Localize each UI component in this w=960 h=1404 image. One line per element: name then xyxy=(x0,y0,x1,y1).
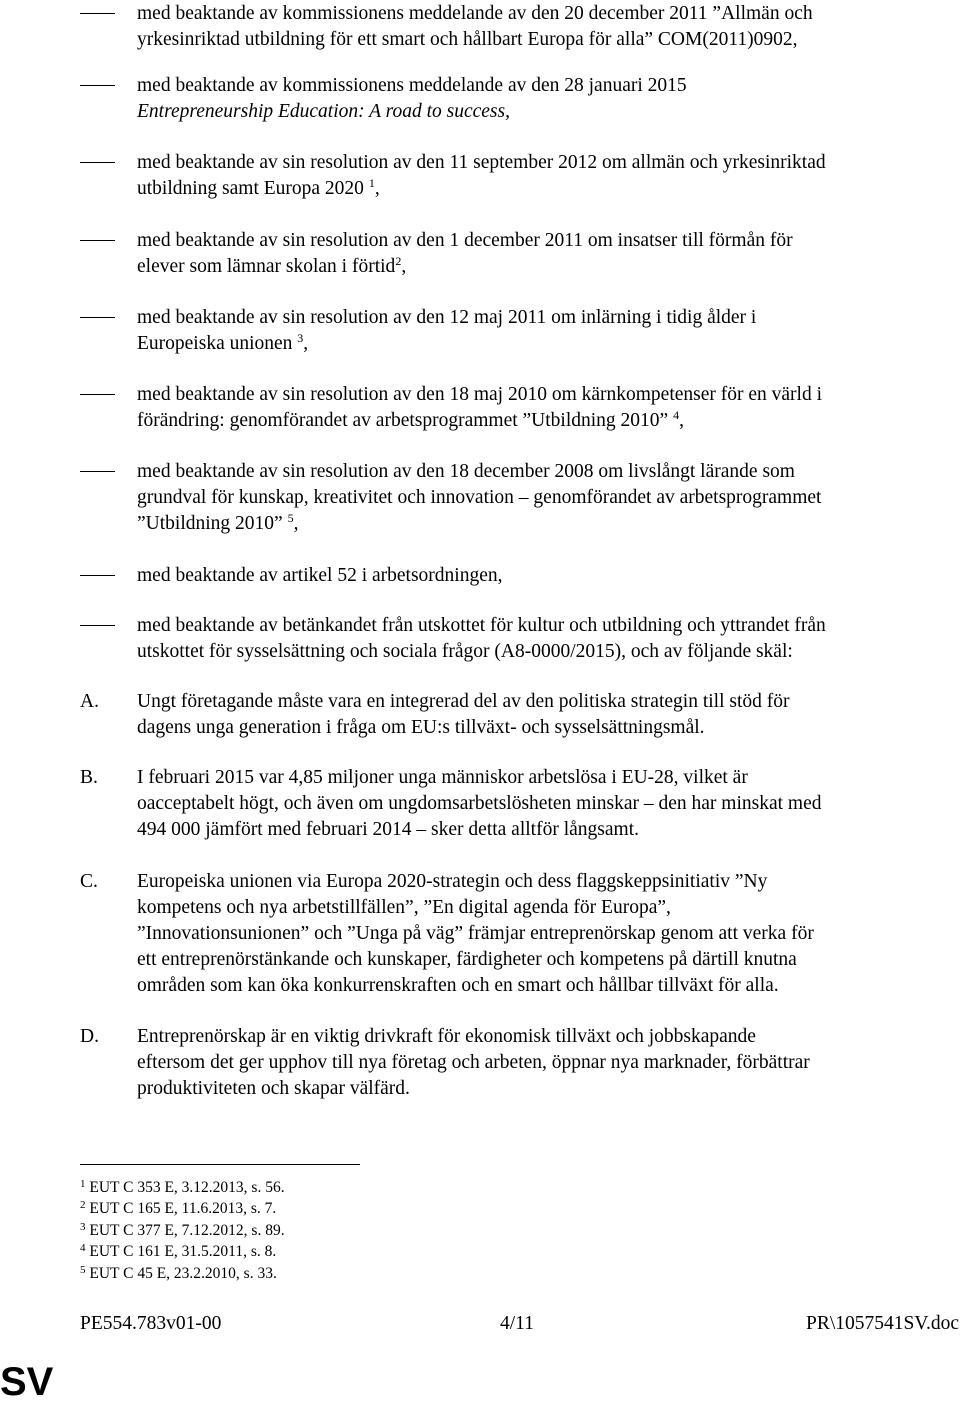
recital-text xyxy=(137,150,960,202)
text-line: Europeiska unionen xyxy=(137,333,293,354)
item-letter: B. xyxy=(80,767,98,788)
text-line: produktiviteten och skapar välfärd. xyxy=(137,1078,410,1099)
text-line: med beaktande av sin resolution av den 1 december 2011 om insatser till förmån för xyxy=(137,230,793,251)
language-code: SV xyxy=(0,1360,54,1404)
consideration-text xyxy=(137,1024,960,1102)
dash-marker xyxy=(80,85,115,86)
footnote-ref[interactable]: 3 xyxy=(297,331,304,345)
item-letter: A. xyxy=(80,691,99,712)
footnote-text: EUT C 353 E, 3.12.2013, s. 56. xyxy=(89,1179,285,1196)
text-line: med beaktande av sin resolution av den 12 maj 2011 om inlärning i tidig ålder i xyxy=(137,307,757,328)
text-line: ”Innovationsunionen” och ”Unga på väg” främjar entreprenörskap genom att verka för xyxy=(137,923,814,944)
footer-file-name: PR\1057541SV.doc xyxy=(806,1313,959,1334)
dash-marker xyxy=(80,240,115,241)
text-line: Entreprenörskap är en viktig drivkraft för ekonomisk tillväxt och jobbskapande xyxy=(137,1026,756,1047)
text-line: grundval för kunskap, kreativitet och innovation – genomförandet av arbetsprogrammet xyxy=(137,487,822,508)
text-line: dagens unga generation i fråga om EU:s tillväxt- och sysselsättningsmål. xyxy=(137,717,705,738)
dash-marker xyxy=(80,625,115,626)
footnote-number: 2 xyxy=(80,1199,86,1211)
recital-text xyxy=(137,459,960,537)
text-line: I februari 2015 var 4,85 miljoner unga människor arbetslösa i EU-28, vilket är xyxy=(137,767,748,788)
footer-page-number: 4/11 xyxy=(500,1313,534,1334)
text-line: Europeiska unionen via Europa 2020-strategin och dess flaggskeppsinitiativ ”Ny xyxy=(137,871,768,892)
text-line: med beaktande av sin resolution av den 11 september 2012 om allmän och yrkesinriktad xyxy=(137,152,826,173)
footnote-text: EUT C 165 E, 11.6.2013, s. 7. xyxy=(89,1200,277,1217)
text-line: 494 000 jämfört med februari 2014 – sker detta alltför långsamt. xyxy=(137,819,639,840)
footnote xyxy=(80,1264,277,1284)
footnote xyxy=(80,1221,285,1241)
text-line: yrkesinriktad utbildning för ett smart och hållbart Europa för alla” COM(2011)0902, xyxy=(137,29,798,50)
footnote-text: EUT C 377 E, 7.12.2012, s. 89. xyxy=(89,1222,285,1239)
text-line: med beaktande av betänkandet från utskottet för kultur och utbildning och yttrandet från xyxy=(137,615,826,636)
footnote-number: 1 xyxy=(80,1178,86,1190)
footnote-text: EUT C 161 E, 31.5.2011, s. 8. xyxy=(89,1243,277,1260)
text-line: med beaktande av sin resolution av den 18 december 2008 om livslångt lärande som xyxy=(137,461,795,482)
punctuation: , xyxy=(303,333,309,354)
recital-text xyxy=(137,228,960,280)
punctuation: , xyxy=(293,513,299,534)
text-line: utbildning samt Europa 2020 xyxy=(137,178,364,199)
text-line: områden som kan öka konkurrenskraften och en smart och hållbar tillväxt för alla. xyxy=(137,975,779,996)
text-line: oacceptabelt högt, och även om ungdomsarbetslösheten minskar – den har minskat med xyxy=(137,793,822,814)
dash-marker xyxy=(80,13,115,14)
footnote xyxy=(80,1178,285,1198)
text-line: Entrepreneurship Education: A road to success, xyxy=(137,101,510,122)
footer-doc-ref: PE554.783v01-00 xyxy=(80,1313,222,1334)
item-letter: C. xyxy=(80,871,98,892)
text-line: med beaktande av kommissionens meddelande av den 28 januari 2015 xyxy=(137,75,687,96)
dash-marker xyxy=(80,317,115,318)
punctuation: , xyxy=(374,178,380,199)
recital-text xyxy=(137,73,960,125)
text-line: förändring: genomförandet av arbetsprogrammet ”Utbildning 2010” xyxy=(137,410,669,431)
footnote-ref[interactable]: 2 xyxy=(395,254,402,268)
text-line: eftersom det ger upphov till nya företag och arbeten, öppnar nya marknader, förbättrar xyxy=(137,1052,810,1073)
footnote-ref[interactable]: 4 xyxy=(673,408,680,422)
text-line: utskottet för sysselsättning och sociala frågor (A8-0000/2015), och av följande skäl: xyxy=(137,641,793,662)
footnote-number: 4 xyxy=(80,1242,86,1254)
item-letter: D. xyxy=(80,1026,99,1047)
footnote-text: EUT C 45 E, 23.2.2010, s. 33. xyxy=(89,1265,277,1282)
consideration-text xyxy=(137,869,960,999)
recital-text xyxy=(137,305,960,357)
footnote-number: 5 xyxy=(80,1264,86,1276)
text-line: med beaktande av kommissionens meddelande av den 20 december 2011 ”Allmän och xyxy=(137,3,813,24)
text-line: med beaktande av artikel 52 i arbetsordningen, xyxy=(137,565,503,586)
recital-text xyxy=(137,382,960,434)
dash-marker xyxy=(80,394,115,395)
text-line: kompetens och nya arbetstillfällen”, ”En digital agenda för Europa”, xyxy=(137,897,671,918)
footnote-ref[interactable]: 1 xyxy=(368,176,375,190)
recital-text xyxy=(137,613,960,665)
text-line: ett entreprenörstänkande och kunskaper, färdigheter och kompetens på därtill knutna xyxy=(137,949,797,970)
text-line: med beaktande av sin resolution av den 18 maj 2010 om kärnkompetenser för en värld i xyxy=(137,384,823,405)
footnote-number: 3 xyxy=(80,1221,86,1233)
punctuation: , xyxy=(679,410,684,431)
text-line: elever som lämnar skolan i förtid xyxy=(137,256,396,277)
footnote-ref[interactable]: 5 xyxy=(287,511,294,525)
consideration-text xyxy=(137,689,960,741)
recital-text xyxy=(137,1,960,53)
recital-text xyxy=(137,563,960,589)
dash-marker xyxy=(80,162,115,163)
consideration-text xyxy=(137,765,960,843)
dash-marker xyxy=(80,575,115,576)
footnote xyxy=(80,1242,276,1262)
punctuation: , xyxy=(401,256,407,277)
text-line: Ungt företagande måste vara en integrerad del av den politiska strategin till stöd för xyxy=(137,691,790,712)
footnote-separator xyxy=(80,1164,360,1165)
dash-marker xyxy=(80,471,115,472)
text-line: ”Utbildning 2010” xyxy=(137,513,283,534)
footnote xyxy=(80,1199,276,1219)
